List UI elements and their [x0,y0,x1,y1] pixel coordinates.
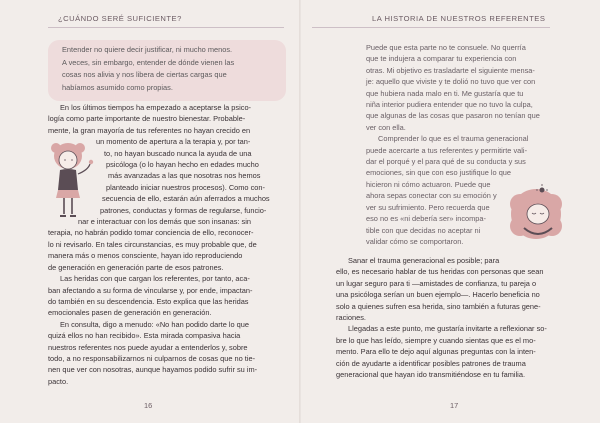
text-line: otras. Mi objetivo es trasladarte el siguiente mensa- [366,65,535,75]
text-line: bre lo que has leído, siempre y cuando sientas que es el mo- [336,335,536,345]
girl-illustration [44,140,98,222]
header-rule-right [312,27,550,28]
text-line: de generación en generación parte de esos patrones. [48,262,224,272]
text-line: Puede que esta parte no te consuele. No querría [366,43,526,52]
pull-quote [62,44,234,94]
text-line: Llegadas a este punto, me gustaría invitarte a reflexionar so- [348,324,547,334]
dress-shape [58,169,78,190]
text-line: raciones. [336,313,366,323]
running-head-right: LA HISTORIA DE NUESTROS REFERENTES [372,14,546,23]
text-line: Sanar el trauma generacional es posible; para [348,256,500,265]
text-line: niña interior pudiera entender que no tuvo la culpa, [366,100,533,110]
text-line: más avanzadas a las que nosotras nos hemos [108,171,261,181]
text-line: Comprender lo que es el trauma generacional [378,134,529,144]
text-line: emocionales pasen de generación en generación. [48,308,212,318]
text-line: generacional que hayan ido transmitiéndose en tu familia. [336,370,525,380]
text-line: ahora sepas conectar con su emoción y [366,191,497,201]
text-line: do también en su descendencia. Esto explica que las heridas [48,296,249,306]
text-line: ello, es necesario hablar de tus heridas con personas que sean [336,267,544,277]
page-number-right: 17 [450,401,459,410]
text-line: pacto. [48,376,69,386]
text-line: ban afectando a su forma de vincularse y, por ende, impactan- [48,285,253,295]
embrace-illustration [506,184,568,248]
text-line: nar e interactuar con los demás que son insanas: sin [78,217,251,227]
text-line: lo ni revisarlo. En tales circunstancias, es muy probable que, de [48,239,257,249]
text-line: que te indujera a comparar tu experiencia con [366,54,517,64]
text-line: una psicóloga serían un buen ejemplo—. Hacerlo beneficia no [336,290,540,300]
text-line: planteado iniciar nuestros procesos). Como con- [106,182,265,192]
text-line: mente, la gran mayoría de tus referentes no hayan crecido en [48,125,251,135]
text-line: je: aquello que viviste y te dolió no tuvo que ver con [366,77,536,87]
page-number-left: 16 [144,401,153,410]
text-line: patrones, conductas y formas de regularse, funcio- [100,205,267,215]
text-line: puede acercarte a tus referentes y permitirte vali- [366,145,528,155]
text-line: ción de ayudarte a identificar posibles patrones de trauma [336,358,526,368]
text-line: to, no hayan buscado nunca la ayuda de una [104,148,252,158]
text-line: mento. Para ello te dejo aquí algunas preguntas con la inten- [336,347,536,357]
quote-line: habíamos asumido como propias. [62,82,173,92]
text-line: En los últimos tiempos ha empezado a aceptarse la psico- [60,103,252,112]
text-line: manera más o menos consciente, hayan ido reproduciendo [48,251,243,261]
text-line: validar cómo se comportaron. [366,236,464,246]
text-line: todo, a no responsabilizarnos ni culparnos de cosas que no tie- [48,353,256,363]
text-line: que hubiera nada malo en ti. Me gustaría que tu [366,88,524,98]
quote-line: Entender no quiere decir justificar, ni mucho menos. [62,45,233,54]
flower-icon [540,188,545,193]
text-line: un momento de apertura a la terapia y, por tan- [96,137,251,147]
text-line: logía como parte importante de nuestro bienestar. Probable- [48,114,246,124]
text-line: nen que ver con nosotras, aunque hayamos podido sufrir su im- [48,365,258,375]
running-head-left: ¿CUÁNDO SERÉ SUFICIENTE? [58,14,182,23]
quote-line: A veces, sin embargo, entender de dónde vienen las [62,57,235,67]
text-line: tible con que decidas no aceptar ni [366,225,481,235]
text-line: terapia, no habrán podido tomar conciencia de ello, reconocer- [48,228,254,238]
text-line: dar el porqué y el para qué de su conducta y sus [366,157,526,167]
text-line: psicóloga (o lo hayan hecho en edades mucho [106,160,259,170]
text-line: En consulta, digo a menudo: «No han podido darte lo que [60,319,250,329]
text-line: un lugar seguro para ti —amistades de confianza, tu pareja o [336,278,537,288]
right-page [300,0,600,423]
text-line: quizá ellos no han recibido». Esta mirada compasiva hacia [48,331,241,341]
text-line: que algunas de las cosas que pasaron no tenían que [366,111,540,121]
text-line: ver con ella. [366,122,406,132]
text-line: eso no es «ni debería ser» incompa- [366,214,486,224]
header-rule-left [48,27,284,28]
text-line: nuestros referentes nos puede ayudar a entenderlos y, sobre [48,342,248,352]
text-line: Las heridas con que cargan los referentes, por tanto, aca- [60,274,250,284]
text-line: solo a quienes sufren esa herida, sino también a futuras gene- [336,301,541,311]
quote-line: cosas nos alivia y nos libera de ciertas cargas que [62,70,227,80]
body-text-right-bottom [336,255,547,380]
text-line: emociones, sin que con eso justifique lo que [366,168,512,178]
text-line: secuencia de ello, estarán aún aferrados a muchos [102,194,270,204]
text-line: ver su sufrimiento. Pero recuerda que [366,202,490,212]
text-line: hicieron ni cómo actuaron. Puede que [366,179,491,189]
